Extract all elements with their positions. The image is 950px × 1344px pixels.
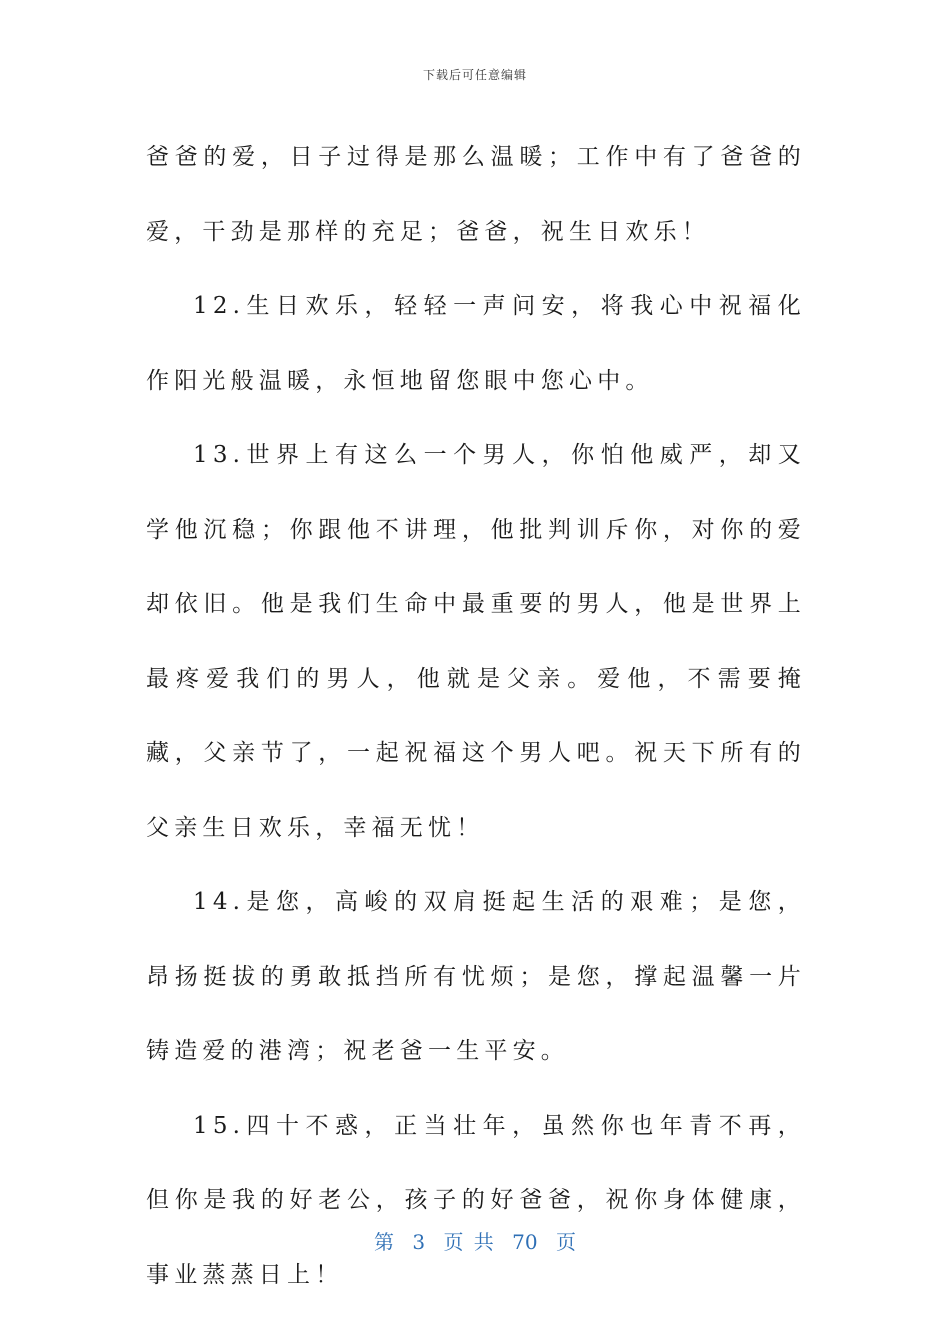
- total-page-count: 70: [512, 1230, 538, 1254]
- page-footer: [0, 1226, 950, 1255]
- footer-suffix: 页: [555, 1230, 576, 1254]
- page-header: 下载后可任意编辑: [422, 68, 527, 82]
- paragraph-item-14: 14.是您，高峻的双肩挺起生活的艰难；是您，昂扬挺拔的勇敢抵挡所有忧烦；是您，撑起温馨一片铸造爱的港湾；祝老爸一生平安。: [146, 889, 806, 1064]
- paragraph-item-15: 15.四十不惑，正当壮年，虽然你也年青不再，但你是我的好老公，孩子的好爸爸，祝你身体健康，事业蒸蒸日上！: [146, 1112, 806, 1288]
- paragraph-item-12: 12.生日欢乐，轻轻一声问安，将我心中祝福化作阳光般温暖，永恒地留您眼中您心中。: [146, 293, 806, 394]
- paragraph-item-13: 13.世界上有这么一个男人，你怕他威严，却又学他沉稳；你跟他不讲理，他批判训斥你，对你的爱却依旧。他是我们生命中最重要的男人，他是世界上最疼爱我们的男人，他就是父亲。爱他，不需要掩藏，父亲节了，一起祝福这个男人吧。祝天下所有的父亲生日欢乐，幸福无忧！: [146, 442, 806, 841]
- current-page-number: 3: [412, 1230, 426, 1254]
- footer-prefix: 第: [374, 1230, 394, 1254]
- paragraph-continuation: 爸爸的爱，日子过得是那么温暖；工作中有了爸爸的爱，干劲是那样的充足；爸爸，祝生日欢乐！: [146, 144, 806, 245]
- document-body: [146, 120, 806, 1312]
- footer-middle: 页 共: [443, 1230, 494, 1254]
